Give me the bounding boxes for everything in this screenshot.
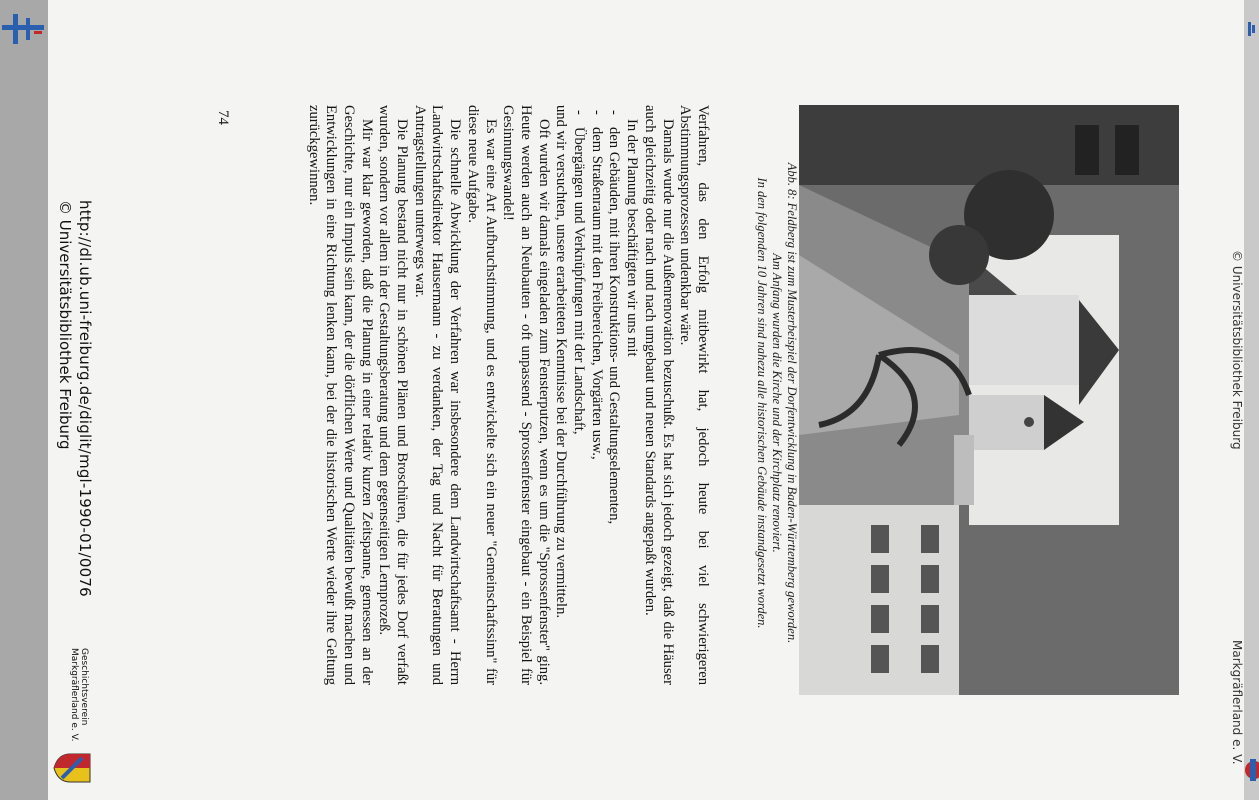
right-edge-marker-icon — [1246, 22, 1256, 36]
verein-crest-icon — [52, 752, 92, 784]
paragraph: Mir war klar geworden, daß die Planung in einer relativ kurzen Zeitspanne, gemessen an der Geschichte, nur ein Impuls sein kann, der die dörflichen Werte und Qualitäten bewußt machen und Entwicklungen in eine Richtung lenken kann, bei der die historischen Werte wieder ihre Geltung zurückgewinnen. — [305, 105, 375, 685]
top-strip-right-text: Markgräflerland e. V. — [1230, 640, 1244, 765]
paragraph: In der Planung beschäftigten wir uns mit — [624, 119, 641, 357]
rotated-page-content — [48, 0, 1244, 800]
right-scan-margin — [1244, 0, 1259, 800]
paragraph: Es war eine Art Aufbruchstimmung, und es entwickelte sich ein neuer "Gemeinschaftssinn" für diese neue Aufgabe. — [464, 105, 499, 685]
list-item: - den Gebäuden, mit ihren Konstruktions- und Gestaltungselementen, — [605, 105, 623, 685]
top-strip-left-text: © Universitätsbibliothek Freiburg — [1230, 250, 1244, 450]
verein-line-2: Markgräflerland e. V. — [69, 648, 79, 742]
caption-line-3: In den folgenden 10 Jahren sind nahezu alle historischen Gebäude instandgesetzt worden. — [755, 177, 769, 629]
paragraph: Die schnelle Abwicklung der Verfahren war insbesondere dem Landwirtschaftsamt - Herrn Landwirtschaftsdirektor Hausermann - zu verdanken, der Tag und Nacht für Beratungen und Antragstellungen unterwegs war. — [411, 105, 464, 685]
caption-line-1: Abb. 8: Feldberg ist zum Musterbeispiel der Dorfentwicklung in Baden-Württemberg geworden. — [785, 162, 799, 644]
paragraph: Damals wurde nur die Außenrenovation bezuschußt. Es hat sich jedoch gezeigt, daß die Häuser auch gleichzeitig oder nach und nach umgebaut und neuen Standards angepaßt wurden. — [641, 105, 676, 685]
caption-line-2: Am Anfang wurden die Kirche und der Kirchplatz renoviert. — [770, 253, 784, 553]
body-text — [261, 105, 711, 685]
top-strip-text — [1230, 0, 1244, 800]
list-item: - Übergängen und Verknüpfungen mit der Landschaft, — [569, 105, 587, 685]
verein-line-1: Geschichtsverein — [79, 648, 89, 726]
paragraph: Verfahren, das den Erfolg mitbewirkt hat, jedoch heute bei viel schwierigeren Abstimmungsprozessen undenkbar wäre. — [677, 105, 711, 685]
paragraph: Die Planung bestand nicht nur in schönen Plänen und Broschüren, die für jedes Dorf verfaßt wurden, sondern vor allem in der Gestaltungsberatung und dem gegenseitigen Lernprozeß. — [376, 105, 411, 685]
verein-name — [69, 648, 89, 741]
paragraph: Oft wurden wir damals eingeladen zum Fensterputzen, wenn es um die "Sprossenfenster" ging. Heute werden auch an Neubauten - oft unpassend - Sprossenfenster eingebaut - ein Beispiel für Gesinnungswandel! — [500, 105, 552, 685]
left-scan-margin — [0, 0, 48, 800]
footer-url-link[interactable]: http://dl.ub.uni-freiburg.de/diglit/mgl-1990-01/0076 — [76, 200, 94, 597]
scan-target-marker-icon — [2, 14, 44, 44]
document-page — [48, 0, 1244, 800]
list-item: - dem Straßenraum mit den Freibereichen, Vorgärten usw., — [587, 105, 605, 685]
figure-caption — [745, 103, 799, 703]
photo-illustration — [799, 105, 1179, 695]
footer-copyright: © Universitätsbibliothek Freiburg — [56, 200, 74, 450]
church-street-photo — [799, 105, 1179, 695]
planning-list — [569, 105, 622, 685]
page-number: 74 — [215, 110, 231, 125]
right-edge-crest-icon — [1244, 755, 1259, 785]
paragraph: und wir versuchten, unsere erarbeiteten Kenntnisse bei der Durchführung zu vermitteln. — [553, 105, 570, 619]
